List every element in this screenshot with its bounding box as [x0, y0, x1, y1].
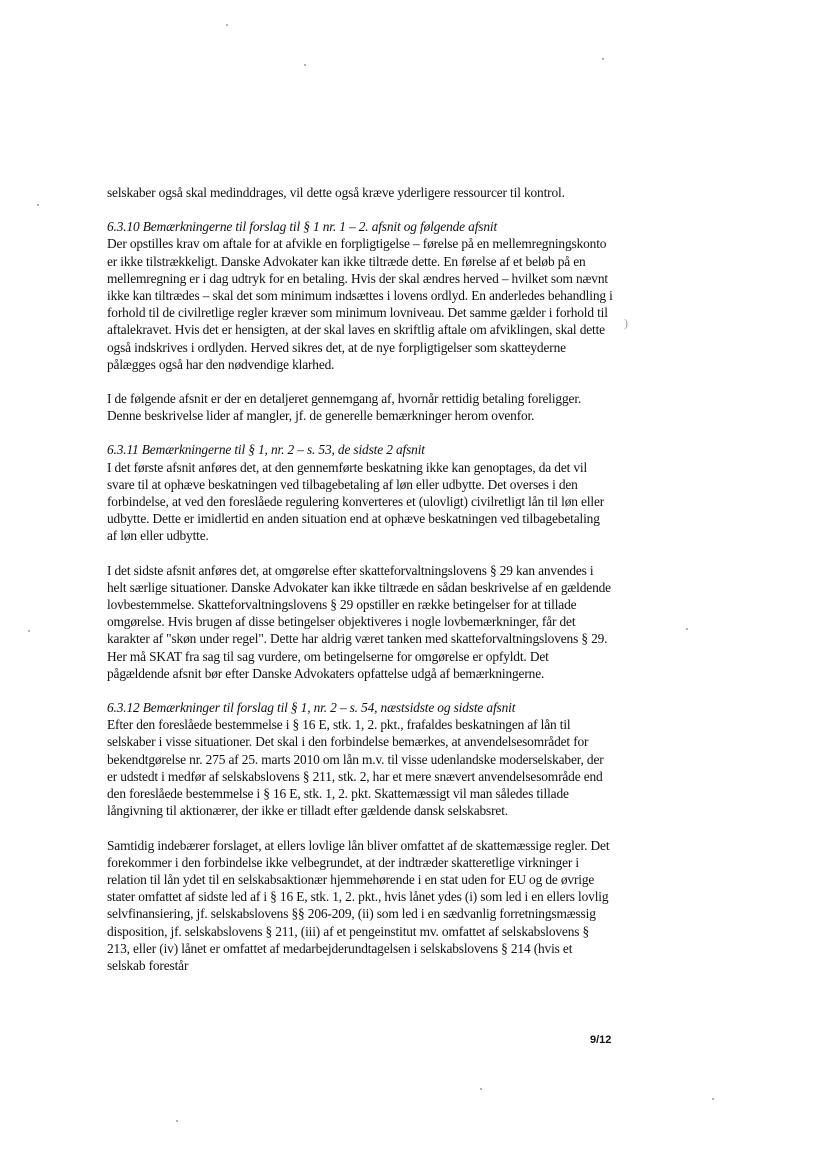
paragraph-text: I de følgende afsnit er der en detaljeret gennemgang af, hvornår rettidig betaling foreligger. Denne beskrivelse lider af mangler, jf. de generelle bemærkninger herom ovenfor. — [107, 391, 582, 424]
scan-speck — [226, 24, 228, 26]
page-number: 9/12 — [590, 1034, 612, 1046]
section-heading: 6.3.12 Bemærkninger til forslag til § 1, nr. 2 – s. 54, næstsidste og sidste afsnit — [107, 700, 516, 716]
paragraph — [107, 562, 613, 682]
scan-speck — [602, 58, 604, 60]
section-heading: 6.3.10 Bemærkningerne til forslag til § 1 nr. 1 – 2. afsnit og følgende afsnit — [107, 219, 498, 235]
paragraph-text: I det sidste afsnit anføres det, at omgørelse efter skatteforvaltningslovens § 29 kan anvendes i helt særlige situationer. Danske Advokater kan ikke tiltræde en sådan beskrivelse af en gældende lovbestemmelse. Skatteforvaltningslovens § 29 opstiller en række betingelser for at tillade omgørelse. Hvis brugen af disse betingelser objektiveres i nogle lovbemærkninger, får det karakter af "skøn under regel". Dette har aldrig været tanken med skatteforvaltningslovens § 29. Her må SKAT fra sag til sag vurdere, om betingelserne for omgørelse er opfyldt. Det pågældende afsnit bør efter Danske Advokaters opfattelse udgå af bemærkningerne. — [107, 562, 611, 681]
section-6-3-12 — [107, 699, 613, 819]
paragraph-text: Efter den foreslåede bestemmelse i § 16 E, stk. 1, 2. pkt., frafaldes beskatningen af lån til selskaber i visse situationer. Det skal i den forbindelse bemærkes, at anvendelsesområdet for bekendtgørelse nr. 275 af 25. marts 2010 om lån m.v. til visse udenlandske moderselskaber, der er udstedt i medfør af selskabslovens § 211, stk. 2, har et mere snævert anvendelsesområde end den foreslåede bestemmelse i § 16 E, stk. 1, 2. pkt. Skattemæssigt vil man således tillade långivning til aktionærer, der ikke er tilladt efter gældende dansk selskabsret. — [107, 717, 604, 819]
paragraph-continuation — [107, 184, 613, 201]
section-6-3-11 — [107, 441, 613, 544]
scan-speck — [480, 1088, 482, 1090]
scan-speck — [37, 204, 39, 206]
paragraph — [107, 837, 613, 975]
paragraph-text: Der opstilles krav om aftale for at afvikle en forpligtigelse – førelse på en mellemregningskonto er ikke tilstrækkeligt. Danske Advokater kan ikke tiltræde dette. En førelse af et beløb på en mellemregning er i dag udtryk for en betaling. Hvis der skal ændres herved – hvilket som nævnt ikke kan tiltrædes – skal det som minimum indsættes i lovens ordlyd. En anderledes behandling i forhold til de civilretlige regler kræver som minimum lovniveau. Det samme gælder i forhold til aftalekravet. Hvis det er hensigten, at der skal laves en skriftlig aftale om afviklingen, skal dette også indskrives i ordlyden. Herved sikres det, at de nye forpligtigelser som skatteyderne pålægges også har den nødvendige klarhed. — [107, 236, 613, 372]
section-heading: 6.3.11 Bemærkningerne til § 1, nr. 2 – s. 53, de sidste 2 afsnit — [107, 442, 425, 458]
scan-speck — [304, 64, 306, 66]
document-body — [107, 184, 613, 991]
scan-speck — [176, 1120, 178, 1122]
scan-speck — [686, 628, 688, 630]
paragraph-text: I det første afsnit anføres det, at den gennemførte beskatning ikke kan genoptages, da det vil svare til at ophæve beskatningen ved tilbagebetaling af løn eller udbytte. Det overses i den forbindelse, at ved den foreslåede regulering konverteres et (ulovligt) civilretligt lån til løn eller udbytte. Dette er imidlertid en anden situation end at ophæve beskatningen ved tilbagebetaling af løn eller udbytte. — [107, 459, 605, 544]
scan-mark: ) — [624, 316, 628, 330]
section-6-3-10 — [107, 218, 613, 373]
scan-speck — [712, 1098, 714, 1100]
paragraph-text: selskaber også skal medinddrages, vil dette også kræve yderligere ressourcer til kontrol. — [107, 185, 565, 200]
scan-speck — [28, 630, 30, 632]
paragraph-text: Samtidig indebærer forslaget, at ellers lovlige lån bliver omfattet af de skattemæssige regler. Det forekommer i den forbindelse ikke velbegrundet, at der indtræder skatteretlige virkninger i relation til lån ydet til en selskabsaktionær hjemmehørende i en stat uden for EU og de øvrige stater omfattet af sidste led af i § 16 E, stk. 1, 2. pkt., hvis lånet ydes (i) som led i en ellers lovlig selvfinansiering, jf. selskabslovens §§ 206-209, (ii) som led i en sædvanlig forretningsmæssig disposition, jf. selskabslovens § 211, (iii) af et pengeinstitut mv. omfattet af selskabslovens § 213, eller (iv) lånet er omfattet af medarbejderundtagelsen i selskabslovens § 214 (hvis et selskab forestår — [107, 837, 610, 973]
paragraph — [107, 390, 613, 424]
